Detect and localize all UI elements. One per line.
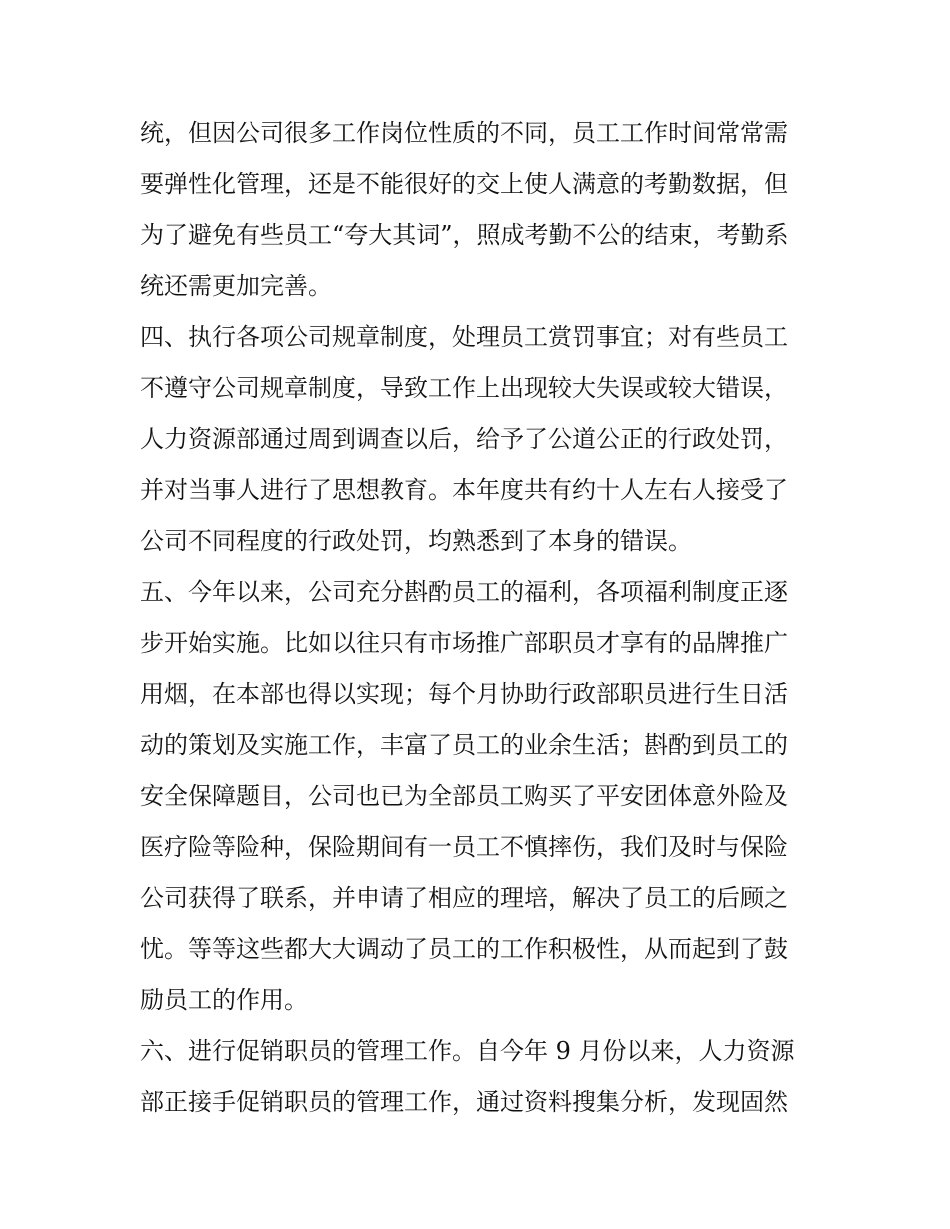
paragraph-four — [140, 312, 820, 567]
paragraph-five — [140, 567, 820, 1026]
text-line: 为了避免有些员工“夸大其词”，照成考勤不公的结束，考勤系 — [140, 221, 789, 249]
text-line: 公司不同程度的行政处罚，均熟悉到了本身的错误。 — [140, 527, 692, 555]
text-line: 用烟，在本部也得以实现；每个月协助行政部职员进行生日活 — [140, 680, 788, 708]
text-line: 五、今年以来，公司充分斟酌员工的福利，各项福利制度正逐 — [140, 578, 788, 606]
text-line: 忧。等等这些都大大调动了员工的工作积极性，从而起到了鼓 — [140, 935, 788, 963]
paragraph-six — [140, 1026, 820, 1128]
text-line: 公司获得了联系，并申请了相应的理培，解决了员工的后顾之 — [140, 884, 788, 912]
text-line: 统还需更加完善。 — [140, 272, 332, 300]
text-line: 统，但因公司很多工作岗位性质的不同，员工工作时间常常需 — [140, 119, 788, 147]
text-line: 不遵守公司规章制度，导致工作上出现较大失误或较大错误， — [140, 374, 788, 402]
text-line: 要弹性化管理，还是不能很好的交上使人满意的考勤数据，但 — [140, 170, 788, 198]
text-line: 四、执行各项公司规章制度，处理员工赏罚事宜；对有些员工 — [140, 323, 788, 351]
text-line: 部正接手促销职员的管理工作，通过资料搜集分析，发现固然 — [140, 1088, 788, 1116]
text-line: 人力资源部通过周到调查以后，给予了公道公正的行政处罚， — [140, 425, 788, 453]
text-line: 步开始实施。比如以往只有市场推广部职员才享有的品牌推广 — [140, 629, 788, 657]
text-line: 动的策划及实施工作，丰富了员工的业余生活；斟酌到员工的 — [140, 731, 788, 759]
text-line: 并对当事人进行了思想教育。本年度共有约十人左右人接受了 — [140, 476, 788, 504]
text-line: 六、进行促销职员的管理工作。自今年 9 月份以来，人力资源 — [140, 1037, 795, 1065]
paragraph-attendance — [140, 108, 820, 312]
text-line: 安全保障题目，公司也已为全部员工购买了平安团体意外险及 — [140, 782, 788, 810]
text-line: 医疗险等险种，保险期间有一员工不慎摔伤，我们及时与保险 — [140, 833, 788, 861]
text-line: 励员工的作用。 — [140, 986, 308, 1014]
body-text — [140, 108, 820, 1128]
